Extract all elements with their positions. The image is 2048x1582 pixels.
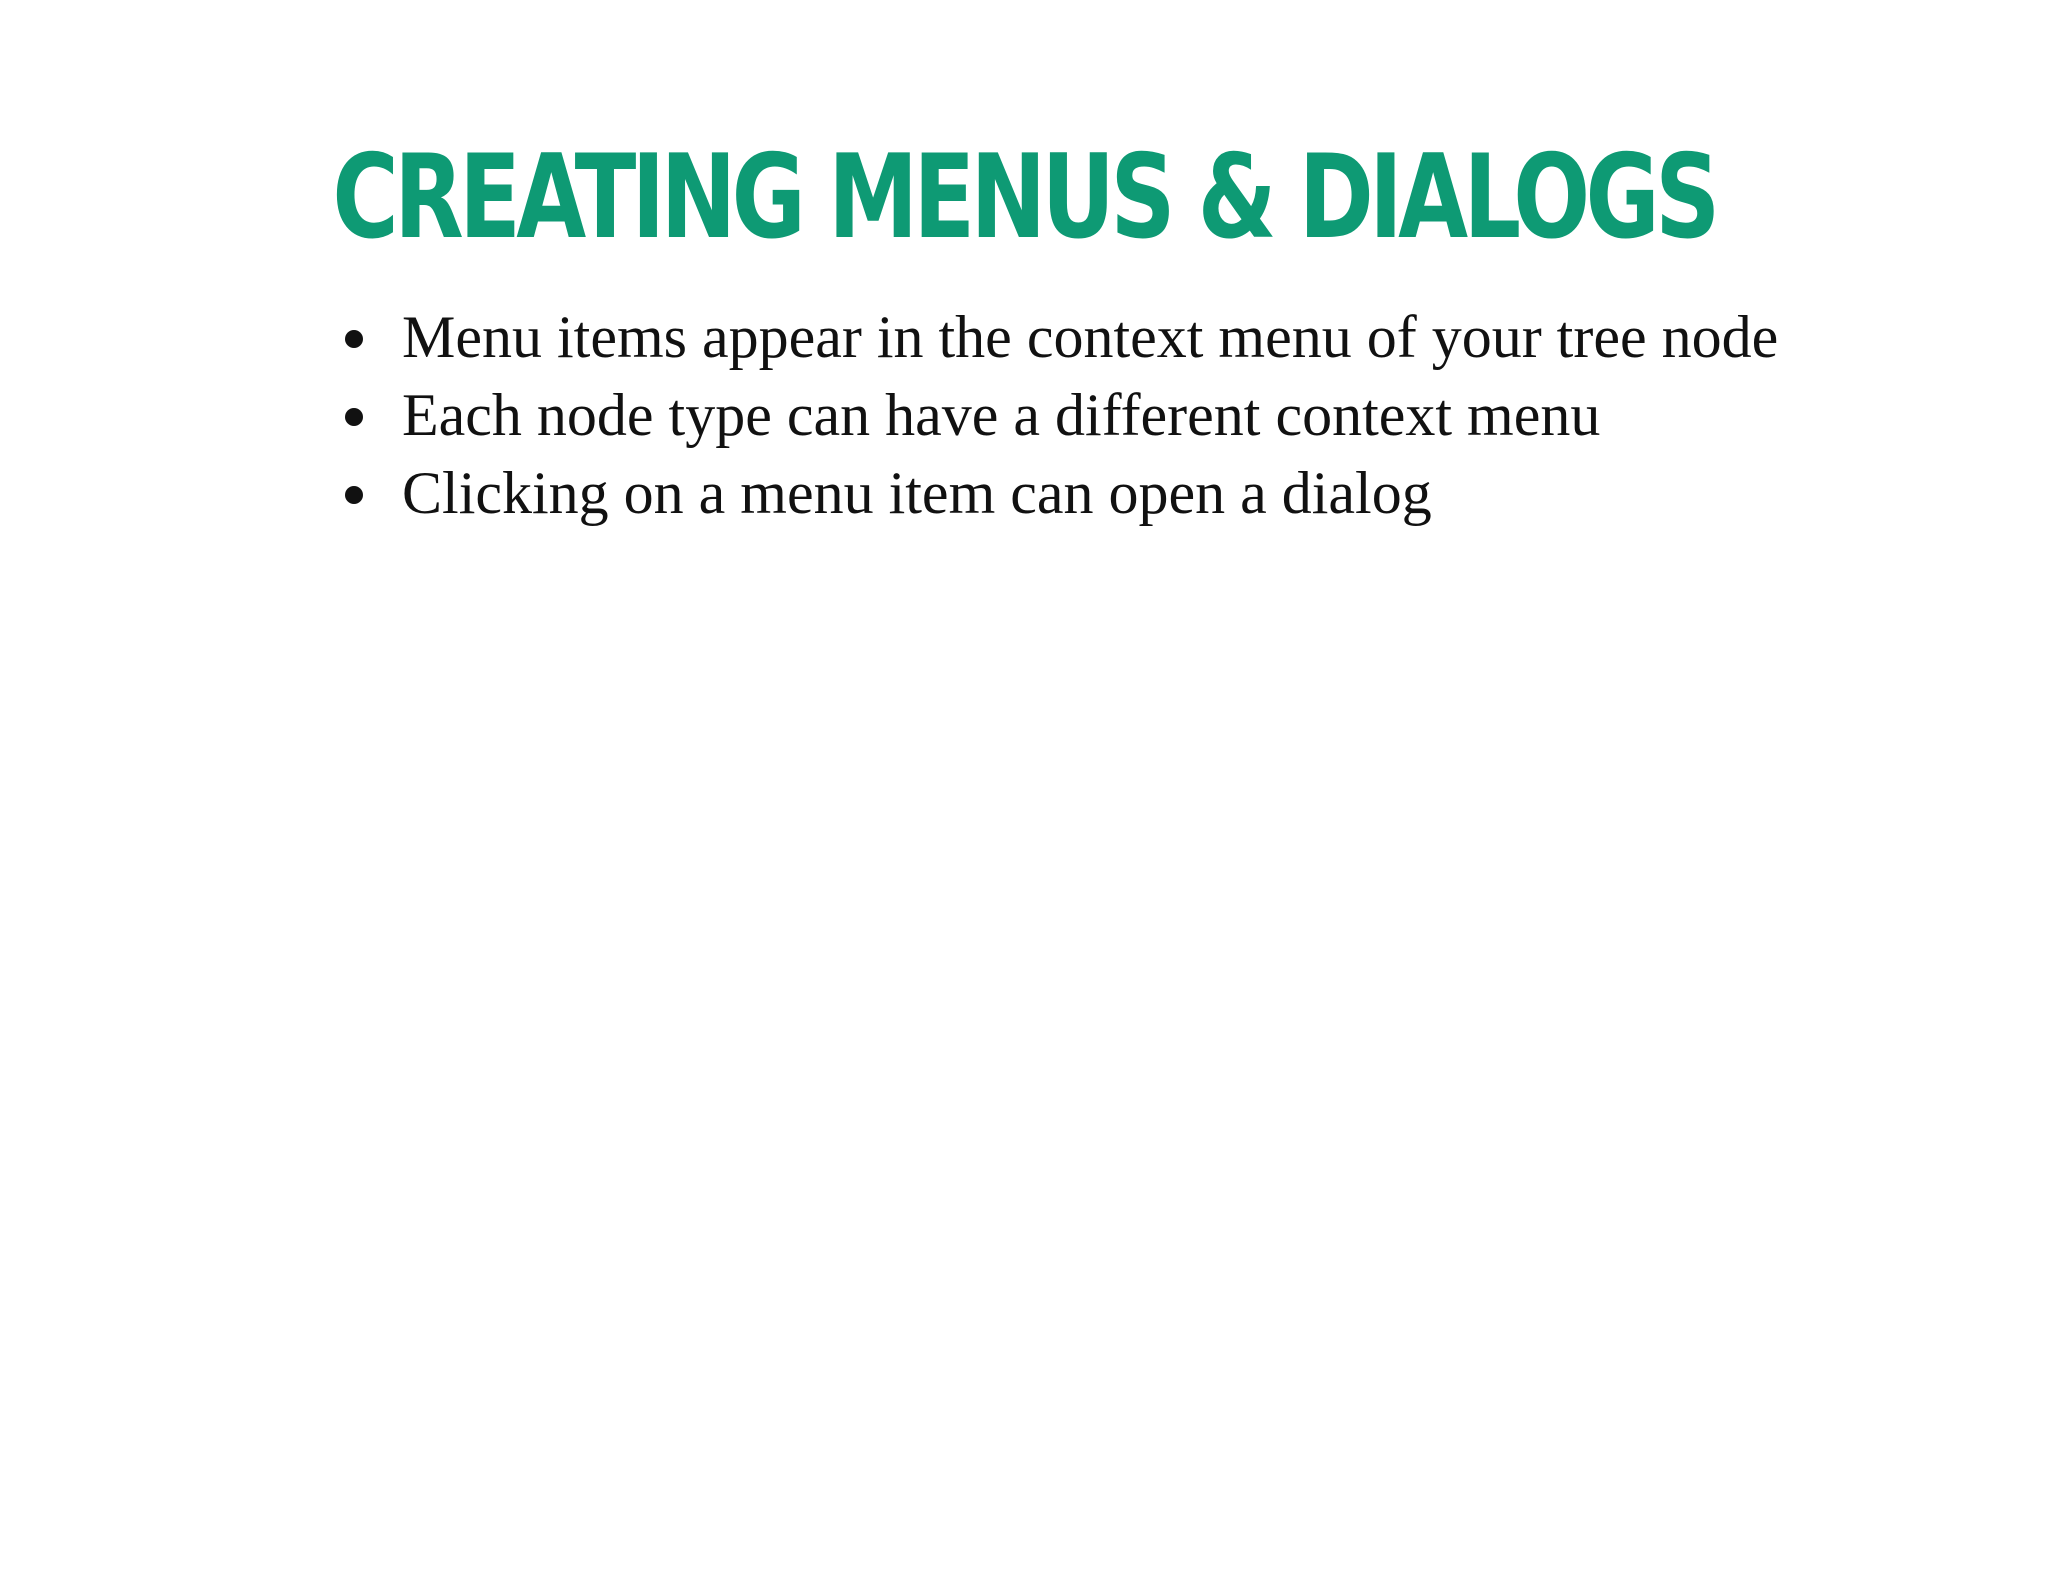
bullet-dot-icon: [345, 330, 363, 348]
bullet-text: Menu items appear in the context menu of your tree node: [402, 304, 1779, 370]
bullet-text: Clicking on a menu item can open a dialog: [402, 460, 1432, 526]
bullet-text: Each node type can have a different context menu: [402, 382, 1601, 448]
bullet-item: [345, 376, 1825, 454]
bullet-item: [345, 298, 1825, 376]
bullet-dot-icon: [345, 486, 363, 504]
bullet-dot-icon: [345, 408, 363, 426]
bullet-list: [345, 298, 1825, 532]
bullet-item: [345, 454, 1825, 532]
slide-title: CREATING MENUS & DIALOGS: [332, 130, 1716, 265]
